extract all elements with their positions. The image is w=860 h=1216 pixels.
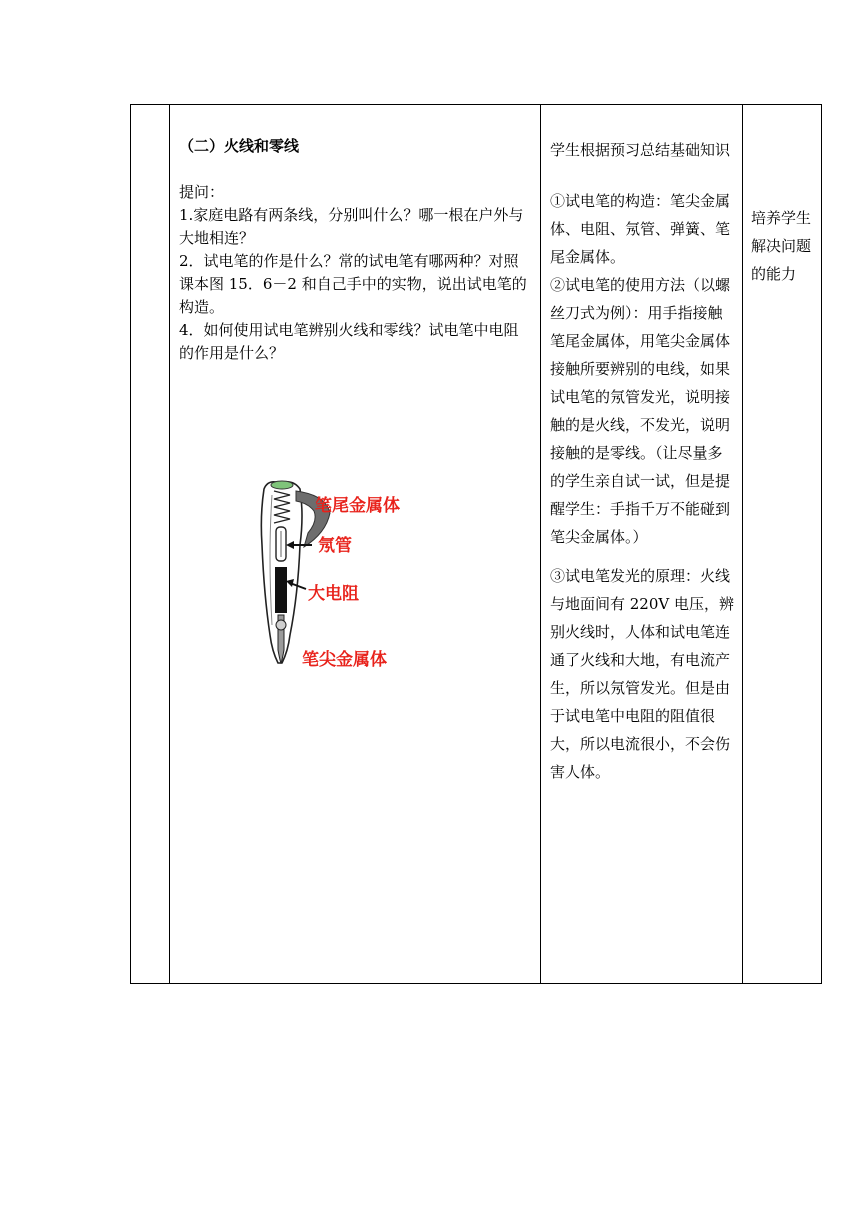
empty-cell <box>131 105 170 984</box>
label-tip-metal: 笔尖金属体 <box>302 650 387 670</box>
table-row <box>131 105 822 984</box>
question-2: 2．试电笔的作是什么？常的试电笔有哪两种？对照课本图 15．6－2 和自己手中的实物，说出试电笔的构造。 <box>179 252 527 316</box>
design-intent-text: 培养学生解决问题的能力 <box>751 209 812 283</box>
resistor <box>275 567 287 613</box>
label-tail-metal: 笔尾金属体 <box>315 496 400 516</box>
ask-label: 提问： <box>179 183 225 201</box>
student-activity-cell <box>541 105 743 984</box>
teaching-process-cell <box>170 105 541 984</box>
lesson-table <box>130 104 822 984</box>
question-4: 4．如何使用试电笔辨别火线和零线？试电笔中电阻的作用是什么？ <box>179 321 519 362</box>
question-1: 1.家庭电路有两条线，分别叫什么？哪一根在户外与大地相连？ <box>179 206 524 247</box>
pen-structure-text: ①试电笔的构造：笔尖金属体、电阻、氖管、弹簧、笔尾金属体。 <box>550 192 731 266</box>
pen-principle-text: ③试电笔发光的原理：火线与地面间有 220V 电压，辨别火线时，人体和试电笔连通了火线和大地，有电流产生，所以氖管发光。但是由于试电笔中电阻的阻值很大，所以电流很小，不会伤害人体。 <box>550 567 734 781</box>
student-intro: 学生根据预习总结基础知识 <box>550 141 731 159</box>
pen-usage-text: ②试电笔的使用方法（以螺丝刀式为例）：用手指接触笔尾金属体，用笔尖金属体接触所要辨别的电线，如果试电笔的氖管发光，说明接触的是火线，不发光，说明接触的是零线。（让尽量多的学生亲自试一试，但是提醒学生：手指千万不能碰到笔尖金属体。） <box>550 276 731 546</box>
label-resistor: 大电阻 <box>308 584 359 604</box>
label-neon-tube: 氖管 <box>318 536 352 556</box>
design-intent-cell <box>743 105 822 984</box>
tail-cap <box>271 481 293 489</box>
section-title: （二）火线和零线 <box>179 137 300 155</box>
test-pen-diagram <box>238 475 438 675</box>
